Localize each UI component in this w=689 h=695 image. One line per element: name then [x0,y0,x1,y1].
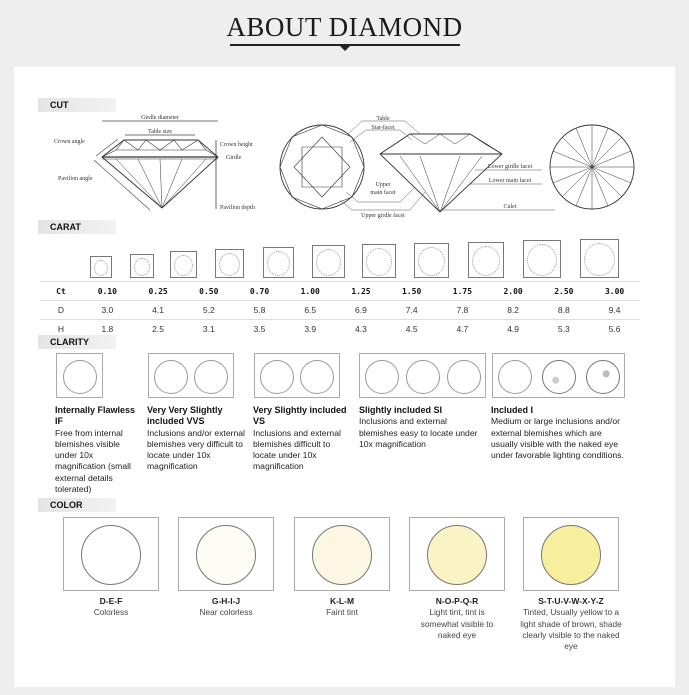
svg-text:Upper girdle facet: Upper girdle facet [361,213,405,219]
cut-facet-diagram [270,112,645,220]
carat-icon [263,247,294,278]
color-image-klm [294,517,390,591]
clarity-image-si [359,353,486,398]
clarity-grade-si: Slightly included SI Inclusions and external blemishes easy to locate under 10x magnification [359,405,478,449]
cut-profile-diagram [50,112,270,212]
svg-text:Upper: Upper [375,182,391,188]
down-triangle-icon [339,45,351,51]
svg-text:Culet: Culet [503,204,517,210]
svg-text:Crown angle: Crown angle [54,139,85,145]
clarity-grade-vs: Very Slightly included VS Inclusions and external blemishes difficult to locate under 10x magnification [253,405,347,472]
color-grade-nopqr: N-O-P-Q-R Light tint, tint is somewhat visible to naked eye [420,596,494,640]
carat-icon [90,256,112,278]
svg-text:Pavilion angle: Pavilion angle [58,176,93,182]
svg-text:Star-facet: Star-facet [371,125,395,131]
clarity-image-vvs [148,353,234,398]
page-title: ABOUT DIAMOND [226,12,463,42]
carat-icon [215,249,244,278]
color-image-ghij [178,517,274,591]
svg-text:Table size: Table size [147,129,173,135]
carat-icon [414,243,449,278]
carat-table [40,281,640,338]
color-grade-def: D-E-F Colorless [93,596,129,618]
svg-text:Girdle: Girdle [226,155,242,161]
carat-icon [130,254,154,278]
page-header [0,0,689,62]
section-label-cut: CUT [38,98,116,112]
svg-text:Crown height: Crown height [220,142,253,148]
carat-icon [523,240,561,278]
svg-text:Lower girdle facet: Lower girdle facet [487,164,533,170]
carat-icons-row [80,236,640,280]
color-grade-ghij: G-H-I-J Near colorless [199,596,253,618]
color-grade-stuvwxyz: S-T-U-V-W-X-Y-Z Tinted, Usually yellow to a light shade of brown, shade clearly visible to the naked eye [520,596,622,652]
color-image-stuvwxyz [523,517,619,591]
clarity-grade-vvs: Very Very Slightly included VVS Inclusions and/or external blemishes very difficult to locate under 10x magnification [147,405,245,472]
carat-row-height: H 1.8 2.5 3.1 3.5 3.9 4.3 4.5 4.7 4.9 5.3 5.6 [40,320,640,339]
svg-text:Pavilion depth: Pavilion depth [220,205,255,211]
color-image-def [63,517,159,591]
clarity-image-if [56,353,103,398]
color-grade-klm: K-L-M Faint tint [326,596,358,618]
carat-icon [170,251,197,278]
clarity-image-i [492,353,625,398]
svg-text:Girdle diameter: Girdle diameter [141,115,179,121]
carat-icon [312,245,345,278]
section-label-carat: CARAT [38,220,116,234]
clarity-image-vs [254,353,340,398]
clarity-grade-if: Internally Flawless IF Free from internal blemishes visible under 10x magnification (small external details tolerated) [55,405,136,495]
svg-text:main facet: main facet [370,190,396,196]
color-image-nopqr [409,517,505,591]
carat-icon [580,239,619,278]
carat-icon [362,244,396,278]
section-label-color: COLOR [38,498,116,512]
carat-row-ct: Ct 0.10 0.25 0.50 0.70 1.00 1.25 1.50 1.75 2.00 2.50 3.00 [40,282,640,301]
carat-icon [468,242,504,278]
section-label-clarity: CLARITY [38,335,116,349]
svg-text:Table: Table [376,116,390,122]
carat-row-diameter: D 3.0 4.1 5.2 5.8 6.5 6.9 7.4 7.8 8.2 8.8 9.4 [40,301,640,320]
svg-text:Lower main facet: Lower main facet [488,178,532,184]
clarity-grade-i: Included I Medium or large inclusions and/or external blemishes which are usually visible with the naked eye under favorable lighting conditions. [491,405,624,461]
